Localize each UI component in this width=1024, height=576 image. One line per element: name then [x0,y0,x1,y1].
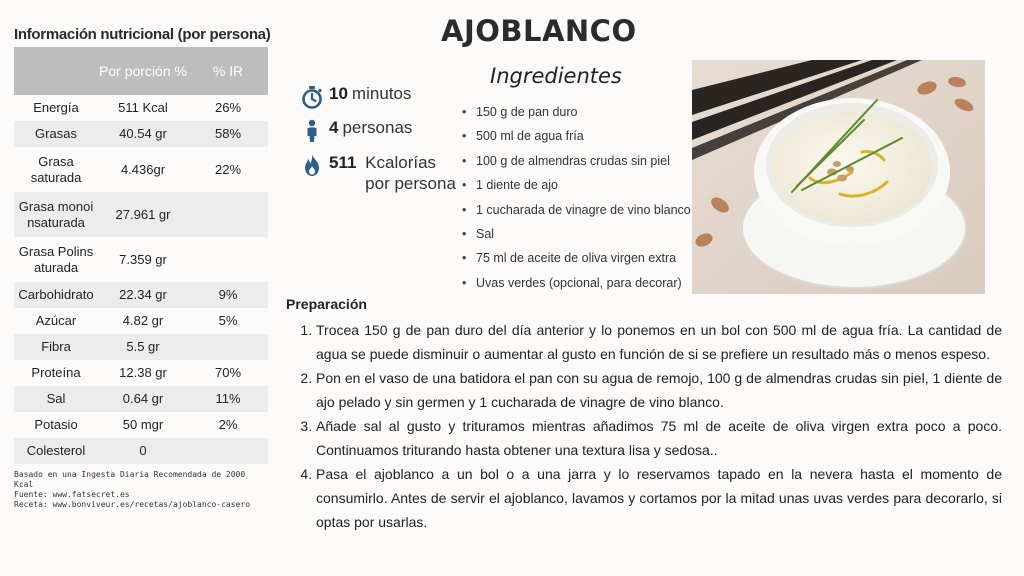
nutrition-notes [14,470,268,510]
nutrient-value: 12.38 gr [119,365,167,380]
nutrient-value: 7.359 gr [119,251,167,267]
table-row [14,192,268,237]
table-row [14,438,268,464]
time-unit: minutos [351,84,412,103]
stopwatch-icon [300,85,324,109]
nutrition-header-row [14,47,268,95]
table-row [14,121,268,147]
calories-text [329,152,465,194]
list-item: • Sal [462,224,691,248]
nutrition-table [14,47,268,464]
list-item: • 1 diente de ajo [462,175,691,199]
calories-value: 511 [329,153,357,172]
note-basis: Basado en una Ingesta Diaria Recomendada de 2000 Kcal [14,470,246,489]
nutrient-name: Grasas [14,121,98,147]
nutrient-name: Fibra [14,334,98,360]
nutrient-name: Sal [14,386,98,412]
list-item: 3. Añade sal al gusto y trituramos mientras añadimos 75 ml de aceite de oliva virgen extra poco a poco. Continuamos triturando hasta obtener una textura lisa y sedosa.. [316,414,1002,462]
nutrition-panel [14,26,271,510]
nutrient-value: 27.961 gr [98,192,188,237]
list-item: • Uvas verdes (opcional, para decorar) [462,273,691,297]
nutrient-value: 4.82 gr [122,313,164,328]
nutrient-ir: 22% [214,161,242,177]
nutrition-title: Información nutricional (por persona) [14,26,271,43]
nutrient-value: 0.64 gr [98,386,188,412]
nutrient-name: Carbohidrato [14,282,98,308]
recipe-info [300,84,465,196]
nutrient-name: Potasio [34,417,78,432]
nutrient-name: Grasa Polinsaturada [18,243,94,275]
table-row [14,334,268,360]
header-ir: % IR [188,47,268,95]
people-info [300,118,465,152]
time-info [300,84,465,118]
table-row [14,95,268,121]
nutrient-ir: 2% [218,417,238,432]
ingredients-title: Ingredientes [490,64,622,88]
nutrient-name: Colesterol [14,438,98,464]
nutrient-ir: 5% [218,313,238,328]
ajoblanco-bowl-photo [692,60,985,294]
table-row [14,308,268,334]
header-per-portion: Por porción % [98,47,188,95]
nutrient-name: Grasa saturada [30,153,82,185]
flame-icon [300,153,324,177]
nutrient-value: 50 mgr [122,417,164,432]
header-nutrient [14,47,98,95]
nutrient-value: 511 Kcal [118,100,168,115]
people-unit: personas [342,118,413,137]
time-value: 10 [329,84,348,103]
nutrient-ir: 9% [188,282,268,308]
note-recipe: Receta: www.bonviveur.es/recetas/ajoblanco-casero [14,500,251,509]
ingredients-list [462,102,691,297]
list-item: • 500 ml de agua fría [462,126,691,150]
preparation-steps [300,318,1002,534]
nutrient-name: Azúcar [35,313,77,328]
table-row [14,237,268,282]
list-item: 2. Pon en el vaso de una batidora el pan con su agua de remojo, 100 g de almendras crudas sin piel, 1 diente de ajo pelado y sin germen y 1 cucharada de vinagre de vino blanco. [316,366,1002,414]
table-row [14,386,268,412]
table-row [14,412,268,438]
nutrient-value: 5.5 gr [98,334,188,360]
nutrient-ir [188,237,268,282]
list-item: 4. Pasa el ajoblanco a un bol o a una jarra y lo reservamos tapado en la nevera hasta el momento de consumirlo. Antes de servir el ajoblanco, lavamos y cortamos por la mitad unas uvas verdes para decorarlo, si optas por usarlas. [316,462,1002,534]
nutrient-value: 22.34 gr [98,282,188,308]
nutrient-ir: 26% [214,100,242,115]
list-item: • 75 ml de aceite de oliva virgen extra [462,248,691,272]
table-row [14,360,268,386]
nutrient-ir: 58% [188,121,268,147]
nutrient-value: 4.436gr [120,161,166,177]
people-value: 4 [329,118,339,137]
nutrient-value: 40.54 gr [98,121,188,147]
note-source: Fuente: www.fatsecret.es [14,490,130,499]
nutrient-ir: 11% [188,386,268,412]
nutrient-ir [188,192,268,237]
recipe-title: AJOBLANCO [441,14,637,48]
person-icon [300,119,324,143]
calories-info [300,152,465,196]
list-item: • 1 cucharada de vinagre de vino blanco [462,200,691,224]
list-item: 1. Trocea 150 g de pan duro del día anterior y lo ponemos en un bol con 500 ml de agua fría. La cantidad de agua se puede disminuir o aumentar al gusto en función de si se prefiere un resultado más o menos espeso. [316,318,1002,366]
list-item: • 100 g de almendras crudas sin piel [462,151,691,175]
nutrient-ir: 70% [214,365,242,380]
list-item: • 150 g de pan duro [462,102,691,126]
table-row [14,147,268,192]
preparation-title: Preparación [286,296,367,312]
nutrient-name: Energía [33,100,79,115]
nutrient-value: 0 [98,438,188,464]
calories-unit: Kcalorías por persona [365,153,456,193]
table-row [14,282,268,308]
nutrient-ir [188,438,268,464]
nutrient-name: Proteína [31,365,81,380]
nutrient-name: Grasa monoinsaturada [14,192,98,237]
nutrient-ir [188,334,268,360]
